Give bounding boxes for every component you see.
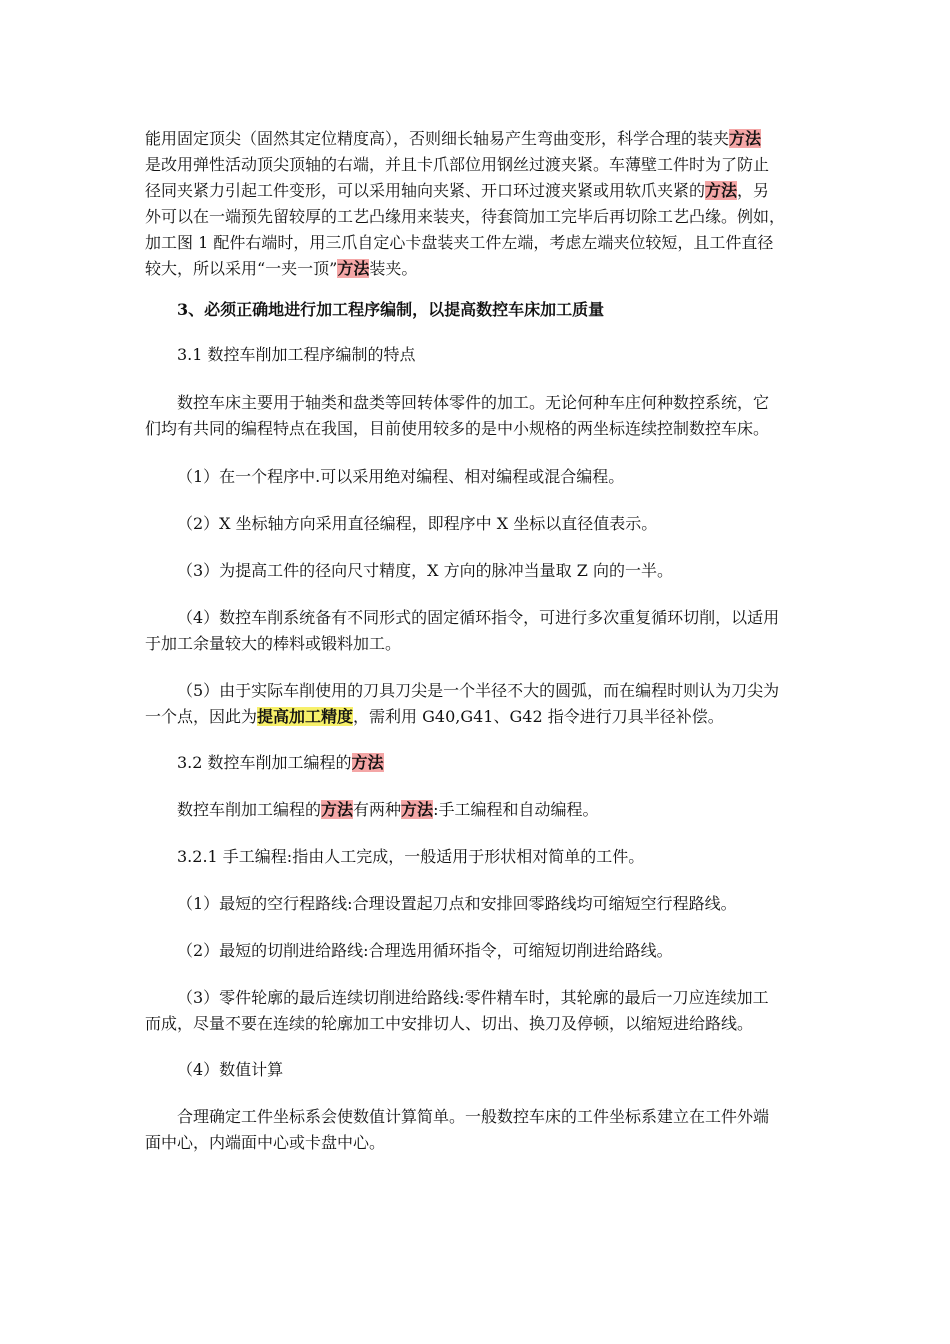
highlight-method: 方法: [321, 800, 354, 819]
method-item-1: [145, 891, 813, 917]
text-span: :手工编程和自动编程。: [433, 800, 599, 819]
text-line: [145, 704, 813, 730]
text-line: （2）最短的切削进给路线:合理选用循环指令，可缩短切削进给路线。: [177, 941, 673, 960]
text-line: （4）数控车削系统备有不同形式的固定循环指令，可进行多次重复循环切削，以适用: [177, 608, 780, 627]
highlight-method: 方法: [401, 800, 434, 819]
list-item-2: [145, 511, 813, 537]
text-line: 面中心，内端面中心或卡盘中心。: [145, 1133, 386, 1152]
highlight-method: 方法: [705, 181, 738, 200]
text-span: 径同夹紧力引起工件变形，可以采用轴向夹紧、开口环过渡夹紧或用软爪夹紧的: [145, 181, 706, 200]
text-line: （1）在一个程序中.可以采用绝对编程、相对编程或混合编程。: [177, 467, 625, 486]
subheading-3-2: [145, 750, 813, 776]
text-span: 装夹。: [369, 259, 418, 278]
subheading-text: [145, 750, 813, 776]
text-line: （1）最短的空行程路线:合理设置起刀点和安排回零路线均可缩短空行程路线。: [177, 894, 737, 913]
subheading-3-2-1: [145, 844, 813, 870]
text-line: 是改用弹性活动顶尖顶轴的右端，并且卡爪部位用钢丝过渡夹紧。车薄壁工件时为了防止: [145, 155, 770, 174]
highlight-precision: 提高加工精度: [257, 707, 354, 726]
section-heading-3: [145, 297, 813, 323]
highlight-method: 方法: [729, 129, 762, 148]
text-line: （3）零件轮廓的最后连续切削进给路线:零件精车时，其轮廓的最后一刀应连续加工: [177, 988, 769, 1007]
paragraph-features: [145, 390, 813, 442]
text-span: ，需利用 G40,G41、G42 指令进行刀具半径补偿。: [353, 707, 724, 726]
text-span: 能用固定顶尖（固然其定位精度高），否则细长轴易产生弯曲变形，科学合理的装夹: [145, 129, 730, 148]
text-line: [145, 178, 813, 204]
subheading-3-1: [145, 342, 813, 368]
list-item-1: [145, 464, 813, 490]
method-item-2: [145, 938, 813, 964]
heading-text: 3、必须正确地进行加工程序编制，以提高数控车床加工质量: [177, 300, 605, 319]
paragraph-coordinate: [145, 1104, 813, 1156]
text-span: 3.2 数控车削加工编程的: [177, 753, 352, 772]
list-item-3: [145, 558, 813, 584]
text-span: 一个点，因此为: [145, 707, 258, 726]
method-item-4: [145, 1057, 813, 1083]
paragraph-methods: [145, 797, 813, 823]
text-line: 而成，尽量不要在连续的轮廓加工中安排切人、切出、换刀及停顿，以缩短进给路线。: [145, 1014, 754, 1033]
text-line: （3）为提高工件的径向尺寸精度，X 方向的脉冲当量取 Z 向的一半。: [177, 561, 673, 580]
text-line: 数控车床主要用于轴类和盘类等回转体零件的加工。无论何种车庄何种数控系统，它: [177, 393, 770, 412]
list-item-4: [145, 605, 813, 657]
highlight-method: 方法: [351, 753, 384, 772]
text-span: 有两种: [353, 800, 402, 819]
text-line: [145, 126, 813, 152]
subheading-text: 3.2.1 手工编程:指由人工完成，一般适用于形状相对简单的工件。: [177, 847, 645, 866]
subheading-text: 3.1 数控车削加工程序编制的特点: [177, 345, 416, 364]
text-line: （2）X 坐标轴方向采用直径编程，即程序中 X 坐标以直径值表示。: [177, 514, 658, 533]
text-line: 加工图 1 配件右端时，用三爪自定心卡盘装夹工件左端，考虑左端夹位较短，且工件直径: [145, 233, 774, 252]
text-line: [145, 256, 813, 282]
text-span: ，另: [737, 181, 770, 200]
paragraph-clamping: [145, 126, 813, 282]
text-line: [145, 797, 813, 823]
text-span: 较大，所以采用“一夹一顶”: [145, 259, 338, 278]
text-line: 合理确定工件坐标系会使数值计算简单。一般数控车床的工件坐标系建立在工件外端: [177, 1107, 770, 1126]
text-line: 于加工余量较大的棒料或锻料加工。: [145, 634, 402, 653]
text-line: 外可以在一端预先留较厚的工艺凸缘用来装夹，待套筒加工完毕后再切除工艺凸缘。例如，: [145, 207, 786, 226]
text-line: 们均有共同的编程特点在我国，目前使用较多的是中小规格的两坐标连续控制数控车床。: [145, 419, 770, 438]
highlight-method: 方法: [337, 259, 370, 278]
text-line: （4）数值计算: [177, 1060, 284, 1079]
text-line: （5）由于实际车削使用的刀具刀尖是一个半径不大的圆弧，而在编程时则认为刀尖为: [177, 681, 780, 700]
text-span: 数控车削加工编程的: [177, 800, 322, 819]
method-item-3: [145, 985, 813, 1037]
list-item-5: [145, 678, 813, 730]
